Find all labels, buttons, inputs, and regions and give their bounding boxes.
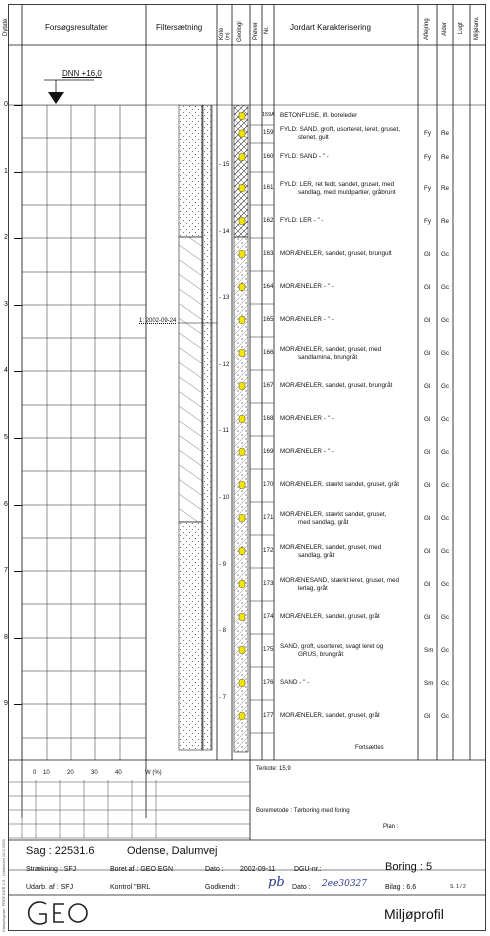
soil-description-header: Jordart Karakterisering <box>290 23 371 32</box>
sample-number: 175 <box>263 645 274 653</box>
depth-tick-label: 7 <box>4 567 8 575</box>
location: Odense, Dalumvej <box>127 845 218 857</box>
kote-tick-label: - 7 <box>219 694 227 701</box>
test-results-header: Forsøgsresultater <box>45 23 108 32</box>
deposit-code: Fy <box>424 130 431 137</box>
sample-description: FYLD: LER - " - <box>280 217 324 224</box>
depth-tick-label: 9 <box>4 700 8 708</box>
kote-tick-label: - 8 <box>219 628 227 635</box>
sample-description-cont: sandlag, med muldpartier, gråbrunt <box>298 188 396 196</box>
sample-description: FYLD: LER, ret fedt, sandet, gruset, med <box>280 180 395 188</box>
depth-tick-label: 3 <box>4 300 8 308</box>
drilling-method: Boremetode : Tørboring med foring <box>256 808 350 814</box>
age-code: Gc <box>441 580 450 588</box>
age-code: Gc <box>441 415 450 423</box>
w-axis-label: W (%) <box>145 770 162 776</box>
sample-description: MORÆNELER, stærkt sandet, gruset, <box>280 510 387 518</box>
sample-marker <box>239 218 245 225</box>
filter-column <box>146 105 217 760</box>
continued-label: Fortsættes <box>355 745 384 751</box>
deposit-code: Gl <box>424 283 431 291</box>
sample-description: MORÆNELER - " - <box>280 316 334 323</box>
deposit-code: Sm <box>424 646 434 654</box>
date-label: Dato : <box>205 866 224 873</box>
prepared-by: Udarb. af : SFJ <box>26 884 74 891</box>
sample-number: 159 <box>263 129 274 136</box>
sample-description: MORÆNELER, stærkt sandet, gruset, gråt <box>280 481 399 488</box>
kote-tick-label: - 9 <box>219 561 227 568</box>
kote-tick-label: - 12 <box>219 361 230 368</box>
plan-label: Plan : <box>383 824 399 830</box>
sample-marker <box>239 449 245 456</box>
kote-unit-header: (m) <box>225 32 231 40</box>
sample-description: BETONFLISE, ifl. boreleder <box>280 112 358 119</box>
sample-marker <box>239 154 245 161</box>
sample-number: 171 <box>263 513 274 521</box>
depth-tick-label: 0 <box>4 101 8 108</box>
sample-description-cont: stenet, gult <box>298 134 329 141</box>
depth-tick-label: 4 <box>4 367 8 375</box>
deposit-code: Gl <box>424 349 431 357</box>
smell-header: Lugt <box>458 22 464 34</box>
kote-tick-label: - 11 <box>219 428 229 435</box>
sample-number: 172 <box>263 546 274 554</box>
water-level-tick <box>178 322 218 326</box>
sample-number: 168 <box>263 414 274 422</box>
sample-marker <box>239 548 245 555</box>
depth-tick <box>14 505 22 506</box>
environment-header: Miljøanv. <box>474 16 480 40</box>
sample-boundaries <box>250 105 274 760</box>
date2-label: Dato : <box>292 884 311 891</box>
sample-marker <box>239 185 245 192</box>
sample-description: MORÆNELER, sandet, gruset, gråt <box>280 613 380 620</box>
sample-description-cont: sandlag, gråt <box>298 551 335 559</box>
sample-number: 163 <box>263 249 274 257</box>
sample-marker <box>239 113 245 120</box>
depth-tick <box>14 438 22 439</box>
deposit-code: Gl <box>424 547 431 555</box>
sample-description-cont: lerlag, gråt <box>298 584 328 592</box>
kote-tick-label: - 13 <box>219 295 230 302</box>
sample-marker <box>239 350 245 357</box>
sample-description: MORÆNELER, sandet, gruset, brungråt <box>280 382 393 389</box>
kote-tick-label: - 10 <box>219 494 230 501</box>
depth-tick-label: 5 <box>4 434 8 441</box>
filter-header: Filtersætning <box>156 23 203 32</box>
sample-marker <box>239 515 245 522</box>
sample-description-cont: sandlamina, brungråt <box>298 353 358 361</box>
age-header: Alder <box>442 21 448 36</box>
sheet-title: Miljøprofil <box>384 906 444 922</box>
depth-tick <box>14 371 22 372</box>
age-code: Re <box>441 217 450 225</box>
test-results-grid <box>22 105 146 760</box>
age-code: Gc <box>441 547 450 555</box>
sample-description: MORÆNELER, sandet, gruset, med <box>280 543 382 551</box>
deposit-code: Sm <box>424 679 434 687</box>
age-code: Gc <box>441 613 450 621</box>
sample-marker <box>239 647 245 654</box>
depth-tick-label: 6 <box>4 500 8 508</box>
w-axis-zero: 0 <box>33 770 37 776</box>
kote-header: Kote <box>219 27 225 40</box>
kote-tick-label: - 14 <box>219 228 230 235</box>
nr-header: Nr. <box>264 26 270 34</box>
depth-tick-label: 1 <box>4 167 8 175</box>
sample-description: MORÆNELER, sandet, gruset, med <box>280 345 382 353</box>
sample-marker <box>239 416 245 423</box>
age-code: Gc <box>441 382 450 390</box>
sample-description: FYLD: SAND, groft, usorteret, leret, gruset, <box>280 126 401 133</box>
depth-tick-label: 2 <box>4 234 8 242</box>
deposit-code: Gl <box>424 580 431 588</box>
deposit-code: Fy <box>424 217 431 225</box>
deposit-code: Gl <box>424 448 431 456</box>
sample-number: 177 <box>263 711 274 719</box>
sample-description: MORÆNELER - " - <box>280 283 334 290</box>
depth-tick <box>14 105 22 106</box>
age-code: Gc <box>441 514 450 522</box>
deposit-code: Gl <box>424 613 431 621</box>
deposit-code: Fy <box>424 184 431 192</box>
sample-marker <box>239 680 245 687</box>
sample-description: MORÆNELER, sandet, gruset, brungult <box>280 250 392 257</box>
age-code: Re <box>441 130 450 137</box>
sample-description: FYLD: SAND - " - <box>280 153 329 160</box>
depth-tick <box>14 305 22 306</box>
sample-description: MORÆNELER, sandet, gruset, gråt <box>280 712 380 719</box>
depth-tick <box>14 704 22 705</box>
sample-marker <box>239 713 245 720</box>
water-table-marker <box>40 76 100 106</box>
sample-marker <box>239 614 245 621</box>
age-code: Gc <box>441 481 450 489</box>
age-code: Re <box>441 184 450 192</box>
age-code: Gc <box>441 448 450 456</box>
sample-marker <box>239 251 245 258</box>
boring-number: Boring : 5 <box>385 861 433 873</box>
deposit-code: Gl <box>424 712 431 720</box>
sample-description-cont: med sandlag, gråt <box>298 518 349 526</box>
sample-marker <box>239 581 245 588</box>
sample-marker <box>239 317 245 324</box>
depth-column-header: Dybde <box>3 18 9 36</box>
depth-tick <box>14 172 22 173</box>
sample-number: 169 <box>263 447 274 455</box>
sample-number: 170 <box>263 480 274 488</box>
side-print-note: Dataprogram: PROFILER 2.0 - Udskrevet 10.0.2003 <box>1 839 6 932</box>
samples-header: Prøver <box>253 22 259 40</box>
deposit-code: Gl <box>424 382 431 390</box>
age-code: Gc <box>441 283 450 291</box>
dnn-label: DNN +16,0 <box>62 69 102 78</box>
approval-signature: pb <box>268 875 285 890</box>
age-code: Gc <box>441 712 450 720</box>
drilled-by: Boret af : GEO EGN <box>110 866 174 873</box>
sample-description: MORÆNELER - " - <box>280 415 334 422</box>
sample-marker <box>239 383 245 390</box>
approved-label: Godkendt : <box>205 884 240 891</box>
geo-logo <box>24 899 90 927</box>
sample-number: 161 <box>263 183 274 191</box>
age-code: Re <box>441 153 450 161</box>
sample-number: 173 <box>263 579 274 587</box>
deposit-header: Aflejring <box>424 18 430 40</box>
depth-tick <box>14 638 22 639</box>
sample-description: SAND - " - <box>280 679 310 686</box>
w-axis-tick: 20 <box>67 770 74 776</box>
footer-w-grid <box>8 768 250 840</box>
page-number: S. 1 / 2 <box>450 884 466 890</box>
date2-value: 2ee30327 <box>322 879 368 889</box>
w-axis-tick: 40 <box>115 770 122 776</box>
sample-marker <box>239 130 245 137</box>
age-code: Gc <box>441 316 450 324</box>
sample-description: MORÆNELER - " - <box>280 448 334 455</box>
w-axis-tick: 30 <box>91 770 98 776</box>
case-number: Sag : 22531.6 <box>26 845 95 857</box>
terrain-level: Terkote: 15,9 <box>256 766 291 772</box>
geo-logo-mark <box>24 899 90 927</box>
w-axis-tick: 10 <box>43 770 50 776</box>
age-code: Gc <box>441 250 450 258</box>
sample-number: 176 <box>263 678 274 686</box>
sample-number: 164 <box>263 282 274 290</box>
depth-tick-label: 8 <box>4 633 8 641</box>
appendix: Bilag : 6.6 <box>385 884 417 891</box>
deposit-code: Gl <box>424 316 431 324</box>
depth-tick <box>14 571 22 572</box>
sample-number: 166 <box>263 348 274 356</box>
age-code: Gc <box>441 646 450 654</box>
sample-number: 159A <box>262 111 275 118</box>
sample-number: 160 <box>263 152 274 160</box>
sample-number: 174 <box>263 612 274 620</box>
sample-description-cont: GRUS, brungråt <box>298 650 344 658</box>
sample-description: MORÆNESAND, stærkt leret, gruset, med <box>280 576 399 584</box>
deposit-code: Fy <box>424 153 431 161</box>
deposit-code: Gl <box>424 250 431 258</box>
sample-number: 165 <box>263 315 274 323</box>
sample-number: 167 <box>263 381 274 389</box>
deposit-code: Gl <box>424 514 431 522</box>
geology-column <box>232 105 250 760</box>
age-code: Gc <box>441 349 450 357</box>
stretch: Strækning : SFJ <box>26 866 77 873</box>
sample-marker <box>239 482 245 489</box>
age-code: Gc <box>441 679 450 687</box>
date-value: 2002-09-11 <box>240 866 276 873</box>
sample-number: 162 <box>263 216 274 224</box>
deposit-code: Gl <box>424 481 431 489</box>
geology-header: Geologi <box>237 21 243 42</box>
checked-by: Kontrol "BRL <box>110 884 151 891</box>
dgu-number: DGU-nr.: <box>294 866 322 873</box>
deposit-code: Gl <box>424 415 431 423</box>
water-level-label: 1: 2002-09-24 <box>139 318 177 324</box>
kote-tick-label: - 15 <box>219 161 230 168</box>
depth-tick <box>14 238 22 239</box>
sample-marker <box>239 284 245 291</box>
sample-description: SAND, groft, usorteret, svagt leret og <box>280 642 384 650</box>
